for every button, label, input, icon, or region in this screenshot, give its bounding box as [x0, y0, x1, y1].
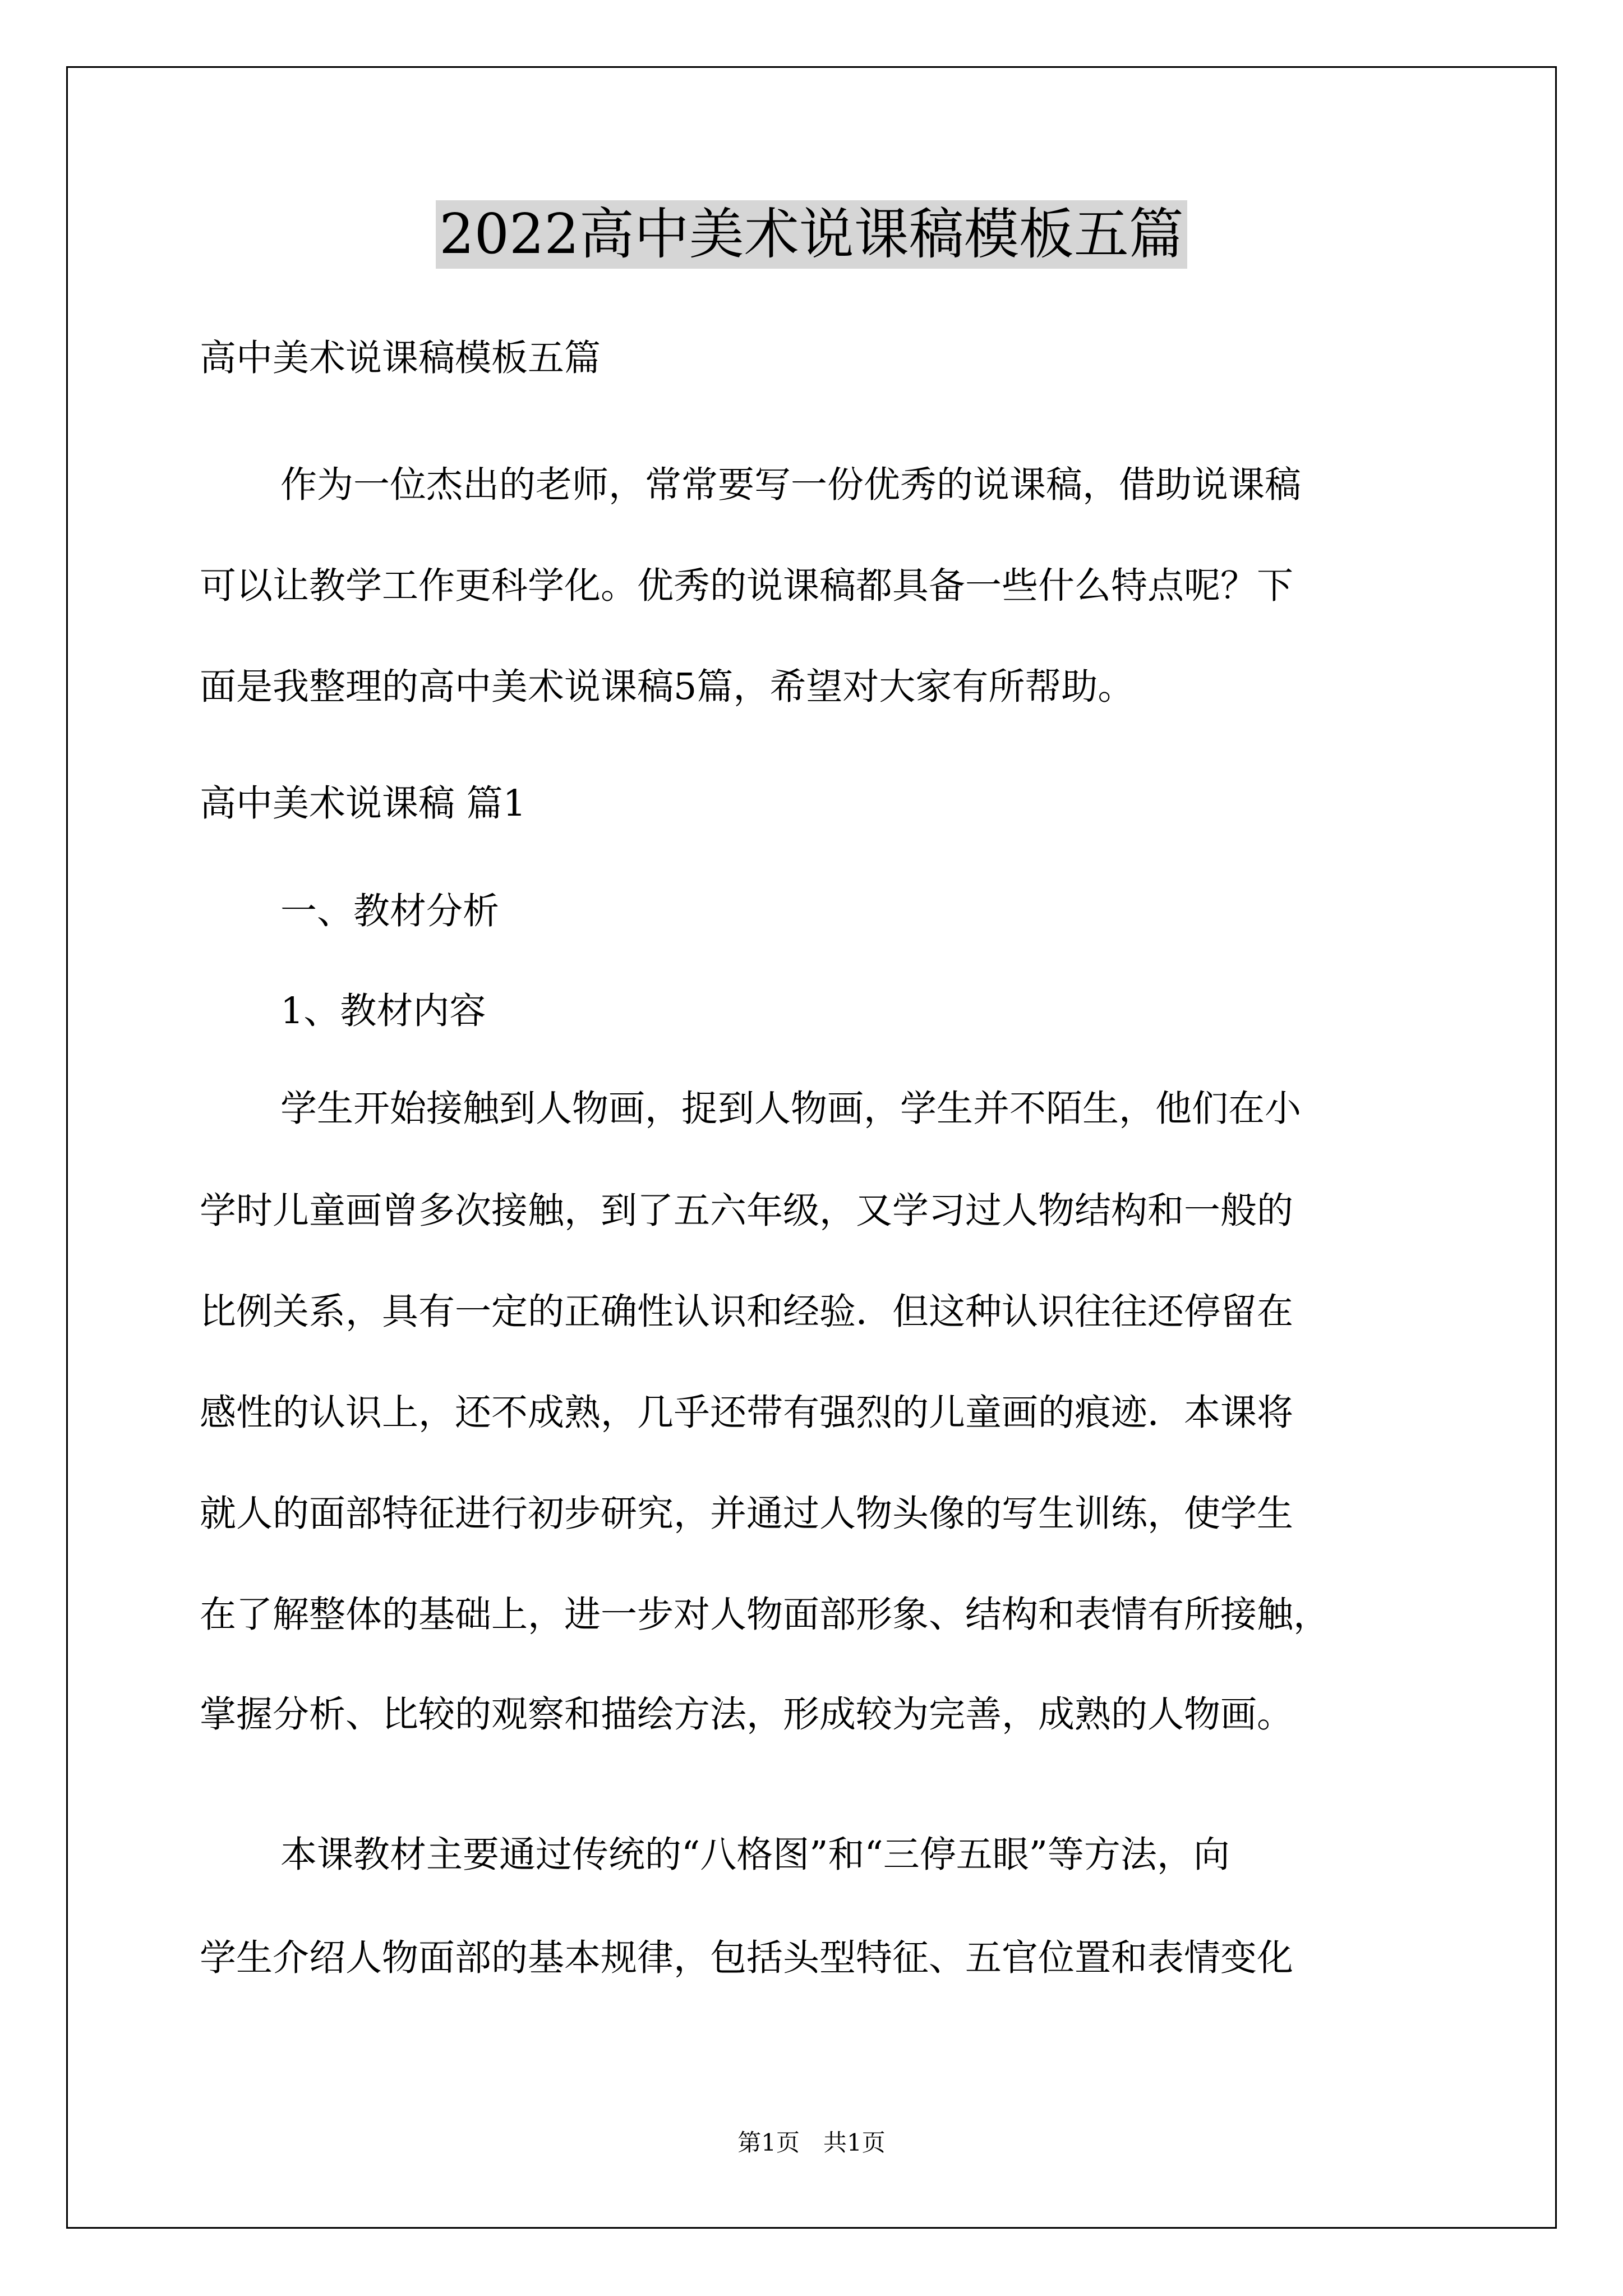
- document-title-text: 2022高中美术说课稿模板五篇: [436, 200, 1187, 269]
- paragraph-line: 本课教材主要通过传统的“八格图”和“三停五眼”等方法，向: [280, 1834, 1230, 1876]
- paragraph-line: 掌握分析、比较的观察和描绘方法，形成较为完善，成熟的人物画。: [200, 1694, 1294, 1736]
- section-heading: 一、教材分析: [280, 890, 500, 932]
- section-heading: 高中美术说课稿 篇1: [200, 783, 527, 825]
- paragraph-line: 面是我整理的高中美术说课稿5篇，希望对大家有所帮助。: [200, 666, 1135, 708]
- paragraph-line: 学生介绍人物面部的基本规律，包括头型特征、五官位置和表情变化: [200, 1937, 1294, 1979]
- page-footer: 第1页 共1页: [737, 2129, 886, 2156]
- paragraph-line: 比例关系，具有一定的正确性认识和经验．但这种认识往往还停留在: [200, 1291, 1294, 1333]
- section-heading: 1、教材内容: [280, 990, 486, 1032]
- page-border: [66, 66, 1557, 2229]
- paragraph-line: 感性的认识上，还不成熟，几乎还带有强烈的儿童画的痕迹．本课将: [200, 1392, 1294, 1434]
- paragraph-line: 可以让教学工作更科学化。优秀的说课稿都具备一些什么特点呢？下: [200, 565, 1294, 607]
- subtitle-line: 高中美术说课稿模板五篇: [200, 337, 601, 379]
- paragraph-line: 在了解整体的基础上，进一步对人物面部形象、结构和表情有所接触，: [200, 1594, 1330, 1636]
- paragraph-line: 就人的面部特征进行初步研究，并通过人物头像的写生训练，使学生: [200, 1493, 1294, 1535]
- paragraph-line: 作为一位杰出的老师，常常要写一份优秀的说课稿，借助说课稿: [280, 464, 1302, 506]
- document-title: [0, 195, 1623, 274]
- paragraph-line: 学生开始接触到人物画，捉到人物画，学生并不陌生，他们在小: [280, 1088, 1302, 1130]
- paragraph-line: 学时儿童画曾多次接触，到了五六年级，又学习过人物结构和一般的: [200, 1190, 1294, 1232]
